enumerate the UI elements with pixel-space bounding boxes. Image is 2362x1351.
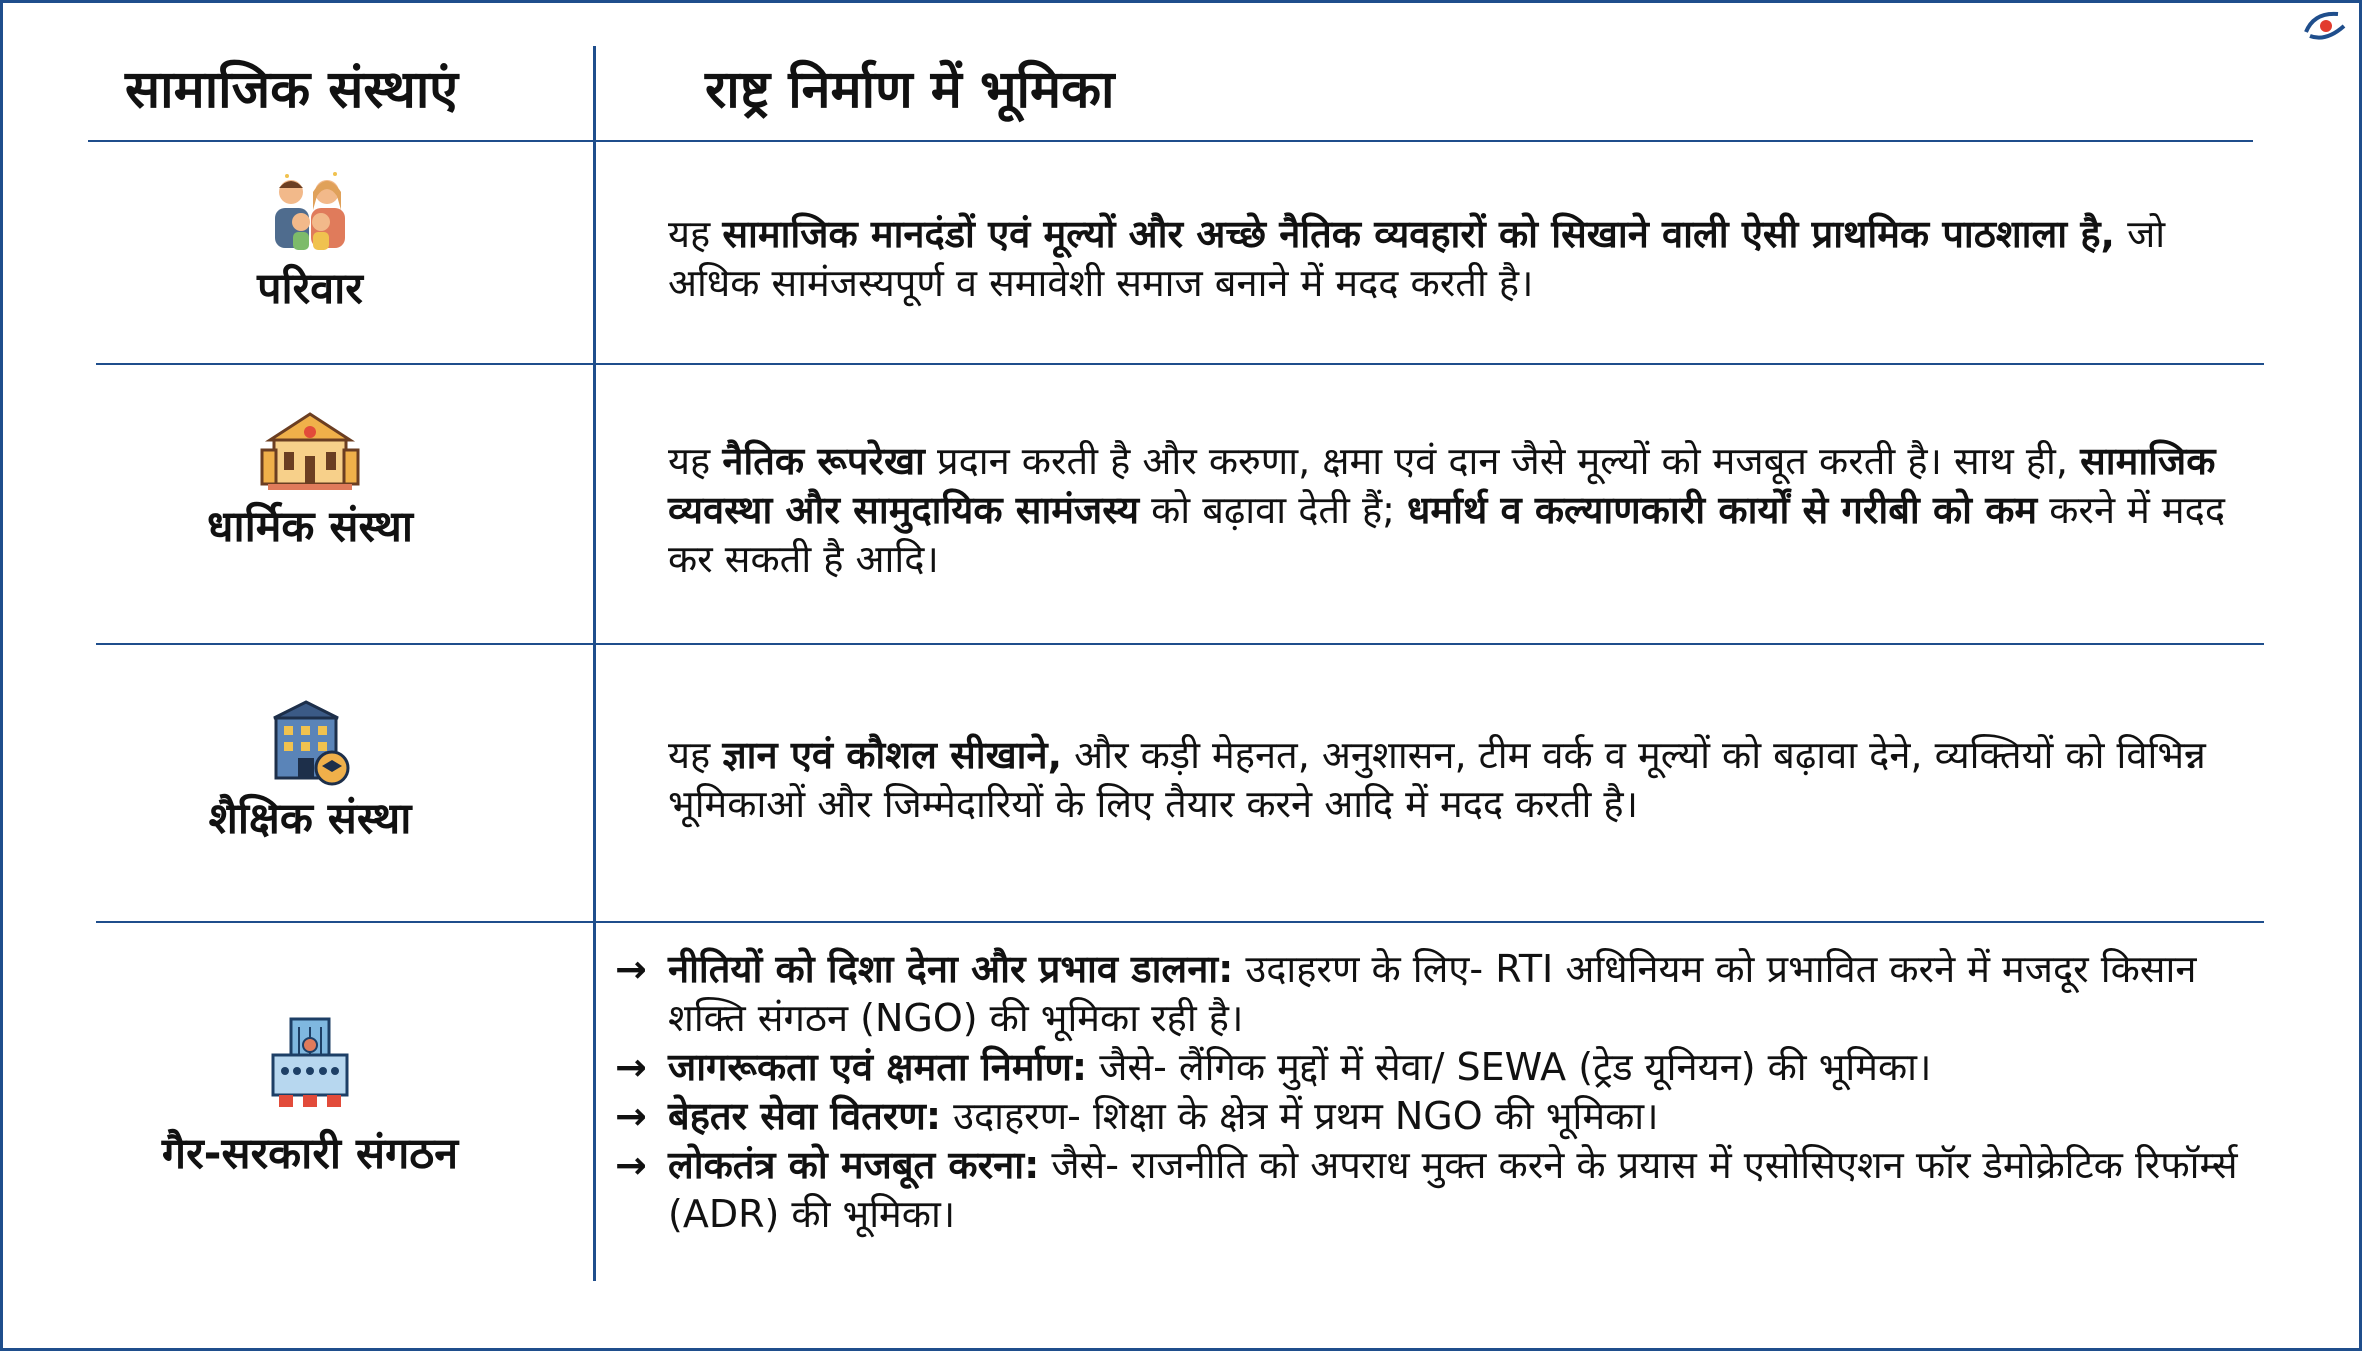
- school-building-icon: [268, 698, 352, 786]
- description-text: और कड़ी मेहनत, अनुशासन, टीम वर्क व मूल्यों को बढ़ावा देने, व्यक्तियों को विभिन्न भूमिकाओं और जिम्मेदारियों के लिए तैयार करने आदि में मदद करती है।: [668, 733, 2206, 826]
- ngo-building-icon: [269, 1015, 351, 1111]
- column-header-role: राष्ट्र निर्माण में भूमिका: [705, 60, 1115, 120]
- temple-icon: [258, 410, 362, 494]
- description-text: यह: [668, 212, 723, 256]
- institution-name: धार्मिक संस्था: [207, 502, 413, 552]
- column-divider: [593, 46, 596, 1281]
- role-description-religious: [668, 437, 2238, 584]
- list-item: [615, 1092, 2255, 1141]
- arrow-right-icon: →: [615, 947, 647, 991]
- list-item: [615, 1141, 2255, 1239]
- item-text: जैसे- लैंगिक मुद्दों में सेवा/ SEWA (ट्रेड यूनियन) की भूमिका।: [1087, 1045, 1932, 1089]
- description-text: यह: [668, 733, 723, 777]
- item-heading: बेहतर सेवा वितरण:: [668, 1094, 942, 1138]
- description-text: यह: [668, 439, 723, 483]
- emphasis-text: सामाजिक व्यवस्था और सामुदायिक सामंजस्य: [668, 439, 2216, 532]
- arrow-right-icon: →: [615, 1143, 647, 1187]
- institution-family: [90, 170, 530, 316]
- institution-ngo: [90, 1015, 530, 1181]
- description-text: करने में मदद कर सकती है आदि।: [668, 488, 2226, 581]
- description-text: को बढ़ावा देती हैं;: [1139, 488, 1408, 532]
- row-divider: [96, 643, 2264, 645]
- role-description-family: [668, 210, 2238, 308]
- arrow-right-icon: →: [615, 1094, 647, 1138]
- emphasis-text: नैतिक रूपरेखा: [722, 439, 925, 483]
- row-divider: [96, 363, 2264, 365]
- item-heading: जागरूकता एवं क्षमता निर्माण:: [668, 1045, 1088, 1089]
- item-text: जैसे- राजनीति को अपराध मुक्त करने के प्रयास में एसोसिएशन फॉर डेमोक्रेटिक रिफॉर्म्स (ADR) की भूमिका।: [668, 1143, 2238, 1236]
- institution-name: परिवार: [257, 264, 363, 314]
- item-text: उदाहरण के लिए- RTI अधिनियम को प्रभावित करने में मजदूर किसान शक्ति संगठन (NGO) की भूमिका रही है।: [668, 947, 2197, 1040]
- institution-name: शैक्षिक संस्था: [208, 794, 412, 844]
- list-item: [615, 1043, 2255, 1092]
- brand-logo-icon: [2300, 6, 2352, 46]
- item-heading: नीतियों को दिशा देना और प्रभाव डालना:: [668, 947, 1234, 991]
- arrow-right-icon: →: [615, 1045, 647, 1089]
- description-text: जो अधिक सामंजस्यपूर्ण व समावेशी समाज बनाने में मदद करती है।: [668, 212, 2166, 305]
- institution-education: [90, 698, 530, 846]
- institution-name: गैर-सरकारी संगठन: [161, 1129, 459, 1179]
- description-text: प्रदान करती है और करुणा, क्षमा एवं दान जैसे मूल्यों को मजबूत करती है। साथ ही,: [924, 439, 2081, 483]
- ngo-roles-list: [615, 945, 2255, 1239]
- family-icon: [265, 170, 355, 256]
- emphasis-text: ज्ञान एवं कौशल सीखाने,: [722, 733, 1063, 777]
- institution-religious: [90, 410, 530, 554]
- item-heading: लोकतंत्र को मजबूत करना:: [668, 1143, 1040, 1187]
- list-item: [615, 945, 2255, 1043]
- row-divider: [96, 921, 2264, 923]
- column-header-institutions: सामाजिक संस्थाएं: [125, 60, 459, 120]
- row-divider: [88, 140, 2253, 142]
- emphasis-text: सामाजिक मानदंडों एवं मूल्यों और अच्छे नैतिक व्यवहारों को सिखाने वाली ऐसी प्राथमिक पाठशाला है,: [722, 212, 2115, 256]
- role-description-education: [668, 731, 2238, 829]
- emphasis-text: धर्मार्थ व कल्याणकारी कार्यों से गरीबी को कम: [1407, 488, 2038, 532]
- item-text: उदाहरण- शिक्षा के क्षेत्र में प्रथम NGO की भूमिका।: [941, 1094, 1659, 1138]
